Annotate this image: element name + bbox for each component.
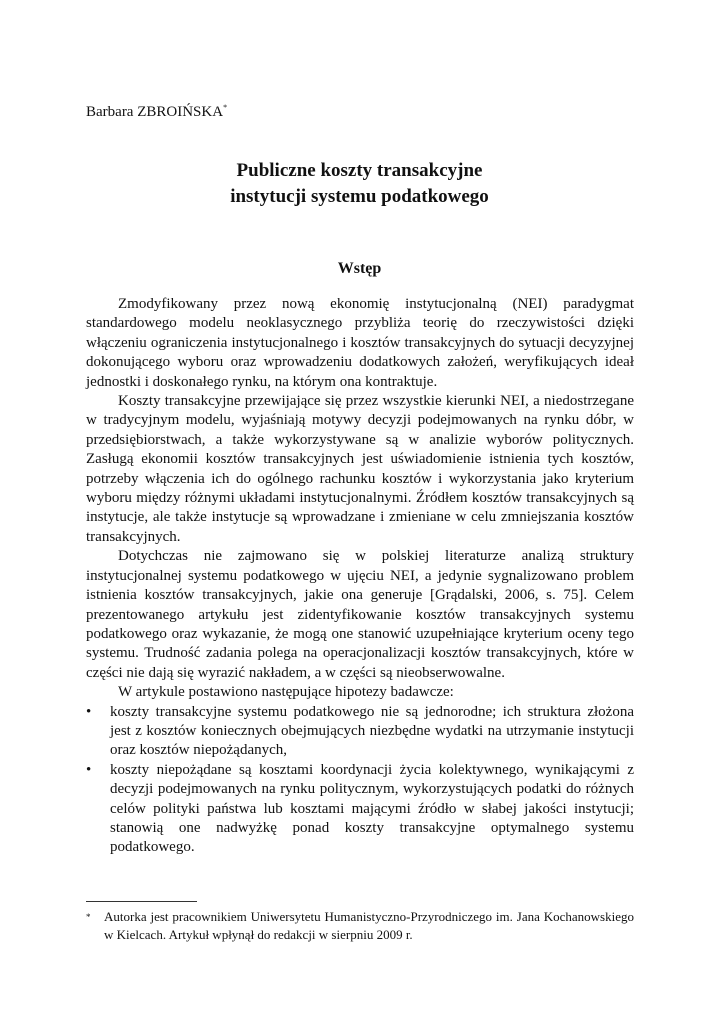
- footnote-mark: *: [86, 912, 91, 922]
- list-item: [86, 703, 634, 761]
- author-line: [86, 103, 227, 121]
- bullet-icon: •: [86, 703, 92, 720]
- paragraph: W artykule postawiono następujące hipotezy badawcze:: [118, 684, 454, 701]
- section-heading: Wstęp: [337, 260, 382, 277]
- title-line-2: instytucji systemu podatkowego: [230, 186, 489, 207]
- list-item-text: koszty niepożądane są kosztami koordynacji życia kolektywnego, wynikającymi z decyzji podejmowanych na rynku politycznym, wykorzystujących podatki do różnych celów polityki państwa lub kosztami mającymi źródło w słabej jakości instytucji; stanowią one nadwyżkę ponad koszty transakcyjne optymalnego systemu podatkowego.: [110, 761, 634, 856]
- body-text: [86, 295, 634, 858]
- paragraph: Dotychczas nie zajmowano się w polskiej literaturze analizą struktury instytucjonalnej systemu podatkowego w ujęciu NEI, a jedynie sygnalizowano problem istnienia kosztów transakcyjnych, jakie ona generuje [Grądalski, 2006, s. 75]. Celem prezentowanego artykułu jest zidentyfikowanie kosztów transakcyjnych systemu podatkowego oraz wykazanie, że mogą one stanowić uzupełniające kryterium oceny tego systemu. Trudność zadania polega na operacjonalizacji kosztów transakcyjnych, które w części nie dają się wyrazić nakładem, a w części są nieobserwowalne.: [86, 548, 634, 681]
- footnote: [86, 908, 634, 944]
- hypotheses-list: [86, 703, 634, 858]
- list-item: [86, 761, 634, 858]
- author-footnote-mark: *: [223, 103, 228, 112]
- footnote-divider: [86, 901, 197, 902]
- bullet-icon: •: [86, 761, 92, 778]
- paragraph: Zmodyfikowany przez nową ekonomię instytucjonalną (NEI) paradygmat standardowego modelu neoklasycznego przybliża teorię do rzeczywistości dzięki włączeniu ograniczenia instytucjonalnego i kosztów transakcyjnych do sytuacji decyzyjnej dokonującego wyboru oraz wprowadzeniu dodatkowych założeń, weryfikujących ideał jednostki i doskonałego rynku, na którym ona kontraktuje.: [86, 296, 634, 390]
- paragraph: Koszty transakcyjne przewijające się przez wszystkie kierunki NEI, a niedostrzegane w tradycyjnym modelu, wyjaśniają motywy decyzji podejmowanych na rynku dóbr, w przedsiębiorstwach, a także wykorzystywane są w analizie wyborów politycznych. Zasługą ekonomii kosztów transakcyjnych jest uświadomienie istnienia tych kosztów, potrzeby włączenia ich do ogólnego rachunku kosztów i wykorzystania jako kryterium wyboru między różnymi układami instytucjonalnymi. Źródłem kosztów transakcyjnych są instytucje, ale także instytucje są wprowadzane i zmieniane w celu zmniejszania kosztów transakcyjnych.: [86, 393, 634, 545]
- title-line-1: Publiczne koszty transakcyjne: [236, 160, 483, 181]
- author-name: Barbara ZBROIŃSKA: [86, 104, 224, 120]
- footnote-text: Autorka jest pracownikiem Uniwersytetu Humanistyczno-Przyrodniczego im. Jana Kochanowskiego w Kielcach. Artykuł wpłynął do redakcji w sierpniu 2009 r.: [104, 909, 634, 942]
- list-item-text: koszty transakcyjne systemu podatkowego nie są jednorodne; ich struktura złożona jest z kosztów koniecznych obejmujących niezbędne wydatki na utrzymanie instytucji oraz kosztów niepożądanych,: [110, 703, 634, 759]
- article-title: [0, 158, 719, 210]
